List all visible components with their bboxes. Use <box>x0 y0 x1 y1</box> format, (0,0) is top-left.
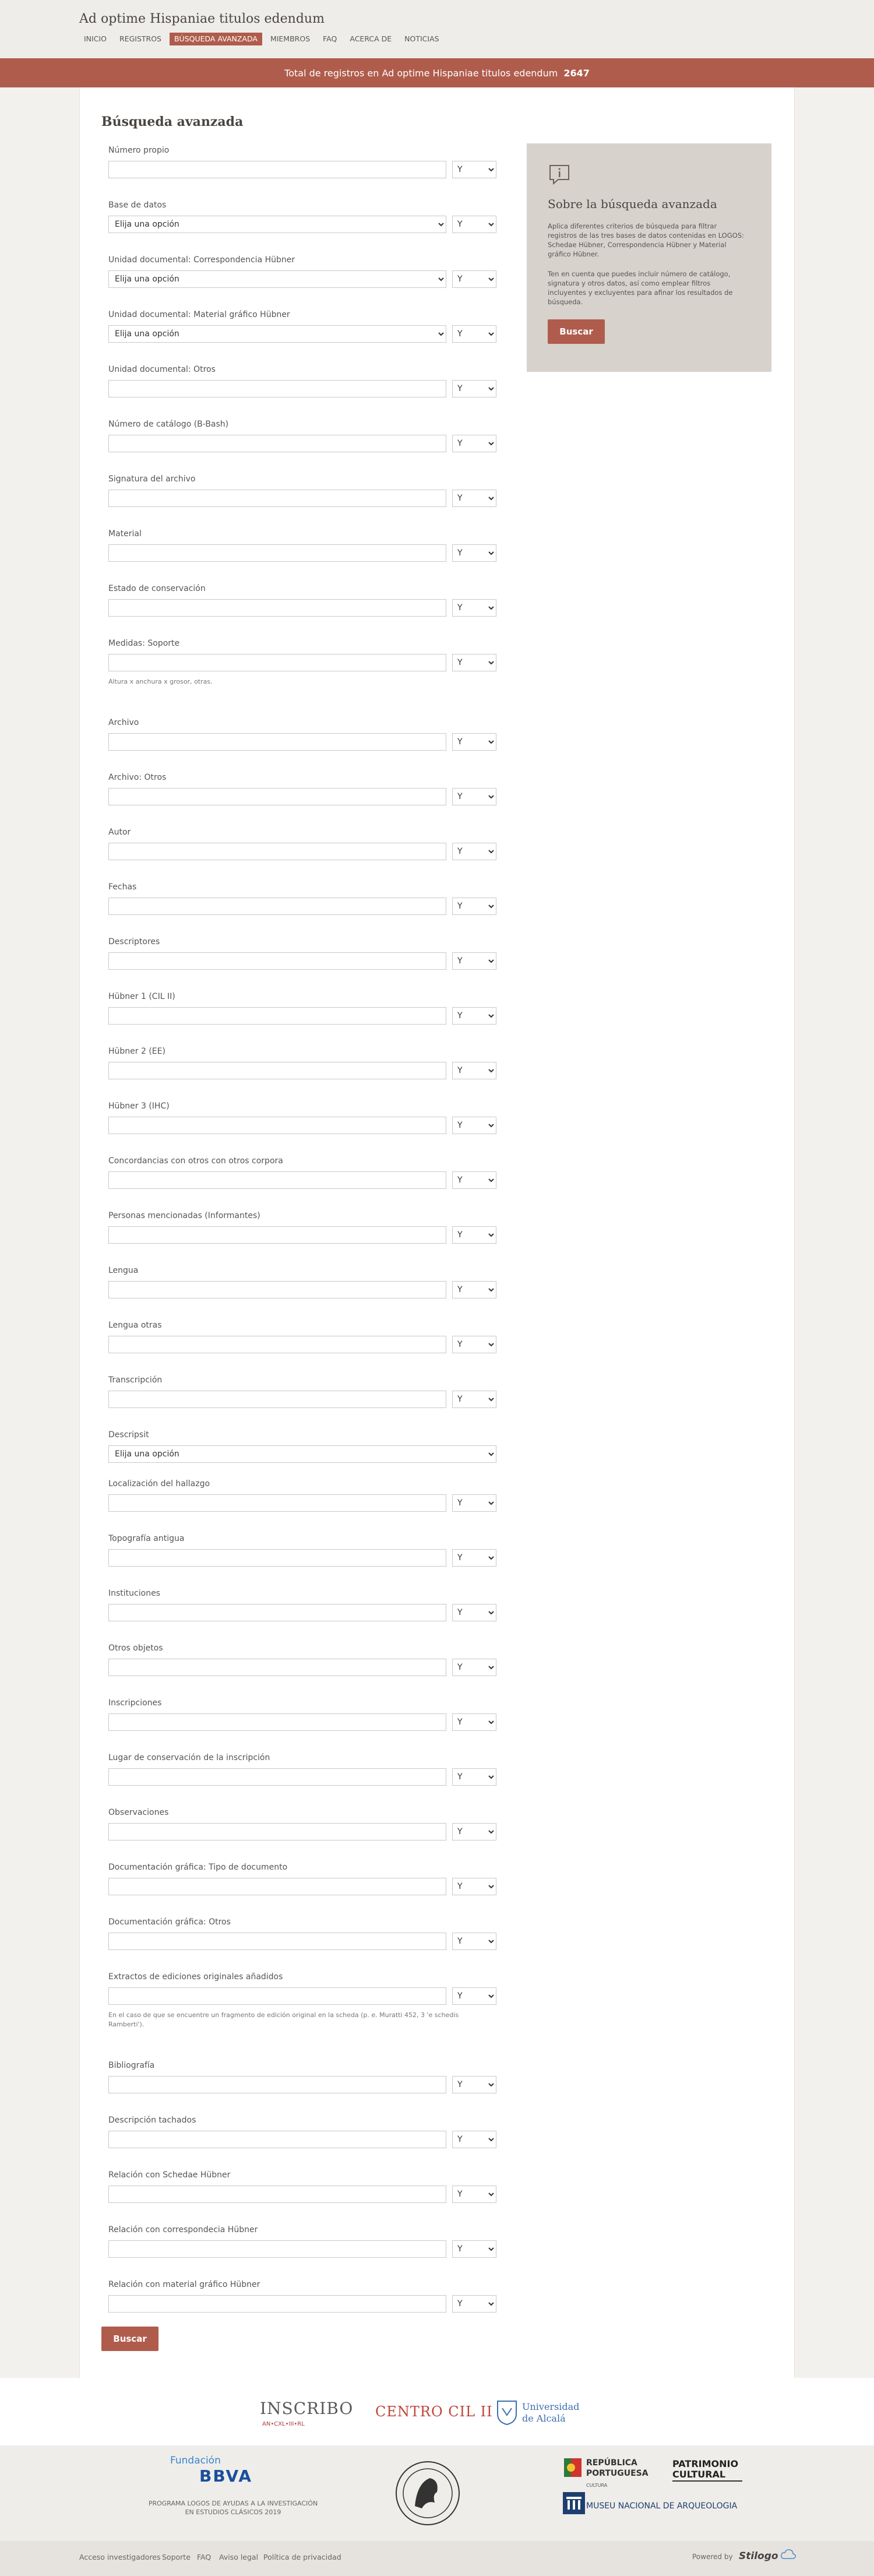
republica-line-2: PORTUGUESA <box>586 2469 649 2478</box>
unidad-documental-otros-input[interactable] <box>108 380 446 397</box>
lengua-operator-select[interactable] <box>452 1281 496 1298</box>
medidas-soporte-label: Medidas: Soporte <box>108 639 180 648</box>
descripsit-label: Descripsit <box>108 1430 149 1440</box>
nav-item-miembros[interactable]: MIEMBROS <box>270 34 311 43</box>
concordancias-con-otros-con-otros-corpora-input[interactable] <box>108 1171 446 1189</box>
descripsit-select[interactable] <box>108 1445 496 1463</box>
documentacion-grafica-tipo-de-documento-input[interactable] <box>108 1878 446 1895</box>
descriptores-label: Descriptores <box>108 937 160 946</box>
hubner-1-cil-ii-operator-select[interactable] <box>452 1007 496 1025</box>
localizacion-del-hallazgo-operator-select[interactable] <box>452 1494 496 1512</box>
autor-label: Autor <box>108 828 131 837</box>
personas-mencionadas-informantes-input[interactable] <box>108 1226 446 1244</box>
transcripcion-label: Transcripción <box>108 1375 163 1385</box>
lengua-label: Lengua <box>108 1266 139 1275</box>
footer-link-soporte[interactable]: Soporte <box>162 2553 191 2561</box>
topografia-antigua-operator-select[interactable] <box>452 1549 496 1567</box>
extractos-de-ediciones-originales-anadidos-help-text: En el caso de que se encuentre un fragmento de edición original en la scheda (p. e. Muratti 452, 3 'e schedis Ramberti'). <box>108 2011 459 2028</box>
footer-link-privacidad[interactable]: Política de privacidad <box>263 2553 341 2561</box>
info-icon <box>548 163 571 186</box>
site-title[interactable]: Ad optime Hispaniae titulos edendum <box>79 12 325 26</box>
localizacion-del-hallazgo-label: Localización del hallazgo <box>108 1479 210 1488</box>
relacion-con-correspondecia-hubner-label: Relación con correspondecia Hübner <box>108 2225 258 2234</box>
documentacion-grafica-otros-operator-select[interactable] <box>452 1933 496 1950</box>
topografia-antigua-label: Topografía antigua <box>108 1534 185 1543</box>
observaciones-input[interactable] <box>108 1823 446 1840</box>
relacion-con-material-grafico-hubner-label: Relación con material gráfico Hübner <box>108 2280 260 2289</box>
inscripciones-operator-select[interactable] <box>452 1713 496 1731</box>
transcripcion-operator-select[interactable] <box>452 1391 496 1408</box>
hubner-2-ee-label: Hübner 2 (EE) <box>108 1047 165 1056</box>
cultura-label: CULTURA <box>586 2483 608 2488</box>
lengua-otras-label: Lengua otras <box>108 1321 162 1330</box>
documentacion-grafica-otros-label: Documentación gráfica: Otros <box>108 1917 231 1927</box>
base-de-datos-operator-select[interactable] <box>452 216 496 233</box>
documentacion-grafica-tipo-de-documento-label: Documentación gráfica: Tipo de documento <box>108 1863 288 1872</box>
signatura-del-archivo-operator-select[interactable] <box>452 490 496 507</box>
hubner-3-ihc-operator-select[interactable] <box>452 1117 496 1134</box>
inscribo-subtitle: AN•CXL•III•RL <box>262 2421 305 2427</box>
archivo-otros-operator-select[interactable] <box>452 788 496 805</box>
numero-propio-operator-select[interactable] <box>452 161 496 178</box>
otros-objetos-operator-select[interactable] <box>452 1659 496 1676</box>
unidad-documental-otros-operator-select[interactable] <box>452 380 496 397</box>
unidad-documental-correspondencia-hubner-select[interactable] <box>108 270 446 288</box>
unidad-documental-material-grafico-hubner-operator-select[interactable] <box>452 325 496 343</box>
estado-de-conservacion-operator-select[interactable] <box>452 599 496 617</box>
about-advanced-search-box <box>527 143 771 372</box>
patrimonio-line-1: PATRIMONIO <box>672 2458 739 2469</box>
inscripciones-label: Inscripciones <box>108 1698 162 1708</box>
page-title: Búsqueda avanzada <box>101 114 244 129</box>
relacion-con-material-grafico-hubner-operator-select[interactable] <box>452 2295 496 2313</box>
autor-input[interactable] <box>108 843 446 860</box>
descripcion-tachados-input[interactable] <box>108 2131 446 2148</box>
powered-by-label: Powered by <box>692 2553 733 2561</box>
lugar-de-conservacion-de-la-inscripcion-label: Lugar de conservación de la inscripción <box>108 1753 270 1762</box>
unidad-documental-material-grafico-hubner-select[interactable] <box>108 325 446 343</box>
numero-de-catalogo-b-bash-input[interactable] <box>108 435 446 452</box>
personas-mencionadas-informantes-label: Personas mencionadas (Informantes) <box>108 1211 260 1220</box>
unidad-documental-otros-label: Unidad documental: Otros <box>108 365 216 374</box>
instituciones-input[interactable] <box>108 1604 446 1621</box>
medidas-soporte-operator-select[interactable] <box>452 654 496 671</box>
extractos-de-ediciones-originales-anadidos-label: Extractos de ediciones originales añadidos <box>108 1972 283 1982</box>
nav-item-faq[interactable]: FAQ <box>323 34 337 43</box>
portugal-emblem-icon <box>563 2457 583 2478</box>
inscribo-logo-text: INSCRIBO <box>260 2399 354 2418</box>
concordancias-con-otros-con-otros-corpora-label: Concordancias con otros con otros corpora <box>108 1156 283 1166</box>
descriptores-input[interactable] <box>108 952 446 970</box>
banner-text: Total de registros en Ad optime Hispaniae titulos edendum <box>284 67 558 79</box>
extractos-de-ediciones-originales-anadidos-input[interactable] <box>108 1987 446 2005</box>
unidad-documental-material-grafico-hubner-label: Unidad documental: Material gráfico Hübner <box>108 310 290 319</box>
patrimonio-underline <box>672 2480 742 2482</box>
programa-logos-text: PROGRAMA LOGOS DE AYUDAS A LA INVESTIGACIÓN EN ESTUDIOS CLÁSICOS 2019 <box>148 2500 318 2516</box>
uah-line-1: Universidad <box>522 2401 580 2412</box>
bibliografia-input[interactable] <box>108 2076 446 2093</box>
relacion-con-material-grafico-hubner-input[interactable] <box>108 2295 446 2313</box>
records-banner <box>0 58 874 87</box>
otros-objetos-input[interactable] <box>108 1659 446 1676</box>
patrimonio-line-2: CULTURAL <box>672 2469 726 2480</box>
museu-nacional-logo[interactable]: MUSEU NACIONAL DE ARQUEOLOGIA <box>586 2501 738 2511</box>
signatura-del-archivo-label: Signatura del archivo <box>108 474 196 484</box>
material-operator-select[interactable] <box>452 544 496 562</box>
descripcion-tachados-operator-select[interactable] <box>452 2131 496 2148</box>
lengua-input[interactable] <box>108 1281 446 1298</box>
autor-operator-select[interactable] <box>452 843 496 860</box>
base-de-datos-select[interactable] <box>108 216 446 233</box>
numero-propio-input[interactable] <box>108 161 446 178</box>
numero-de-catalogo-b-bash-label: Número de catálogo (B-Bash) <box>108 420 229 429</box>
otros-objetos-label: Otros objetos <box>108 1644 163 1653</box>
lengua-otras-operator-select[interactable] <box>452 1336 496 1353</box>
unidad-documental-correspondencia-hubner-label: Unidad documental: Correspondencia Hübner <box>108 255 295 265</box>
sidebar-paragraph-2: Ten en cuenta que puedes incluir número de catálogo, signatura y otros datos, así como emplear filtros incluyentes y excluyentes para afinar los resultados de búsqueda. <box>548 270 733 306</box>
nav-item-registros[interactable]: REGISTROS <box>119 34 161 43</box>
nav-item-noticias[interactable]: NOTICIAS <box>404 34 439 43</box>
topografia-antigua-input[interactable] <box>108 1549 446 1567</box>
footer-link-faq[interactable]: FAQ <box>197 2553 212 2561</box>
footer-link-aviso[interactable]: Aviso legal <box>219 2553 259 2561</box>
unidad-documental-correspondencia-hubner-operator-select[interactable] <box>452 270 496 288</box>
sidebar-search-button[interactable]: Buscar <box>548 319 605 344</box>
archivo-otros-label: Archivo: Otros <box>108 773 167 782</box>
site-header <box>0 0 874 58</box>
lengua-otras-input[interactable] <box>108 1336 446 1353</box>
search-button[interactable]: Buscar <box>101 2327 158 2351</box>
hubner-1-cil-ii-input[interactable] <box>108 1007 446 1025</box>
main-nav <box>79 33 447 45</box>
signatura-del-archivo-input[interactable] <box>108 490 446 507</box>
documentacion-grafica-otros-input[interactable] <box>108 1933 446 1950</box>
bibliografia-operator-select[interactable] <box>452 2076 496 2093</box>
observaciones-label: Observaciones <box>108 1808 169 1817</box>
numero-propio-label: Número propio <box>108 146 170 155</box>
instituciones-operator-select[interactable] <box>452 1604 496 1621</box>
hubner-2-ee-operator-select[interactable] <box>452 1062 496 1079</box>
relacion-con-schedae-hubner-operator-select[interactable] <box>452 2186 496 2203</box>
nav-item-búsqueda-avanzada[interactable]: BÚSQUEDA AVANZADA <box>170 33 262 45</box>
hubner-3-ihc-label: Hübner 3 (IHC) <box>108 1102 170 1111</box>
nav-item-inicio[interactable]: INICIO <box>84 34 107 43</box>
site-footer <box>0 2445 874 2541</box>
instituciones-label: Instituciones <box>108 1589 160 1598</box>
partner-logos <box>0 2378 874 2445</box>
republica-line-1: REPÚBLICA <box>586 2458 637 2468</box>
archivo-label: Archivo <box>108 718 139 727</box>
estado-de-conservacion-label: Estado de conservación <box>108 584 206 593</box>
bottom-bar <box>0 2541 874 2576</box>
estado-de-conservacion-input[interactable] <box>108 599 446 617</box>
fechas-label: Fechas <box>108 882 137 892</box>
descripcion-tachados-label: Descripción tachados <box>108 2116 196 2125</box>
transcripcion-input[interactable] <box>108 1391 446 1408</box>
documentacion-grafica-tipo-de-documento-operator-select[interactable] <box>452 1878 496 1895</box>
personas-mencionadas-informantes-operator-select[interactable] <box>452 1226 496 1244</box>
museu-building-icon <box>563 2492 585 2514</box>
numero-de-catalogo-b-bash-operator-select[interactable] <box>452 435 496 452</box>
footer-link-acceso[interactable]: Acceso investigadores <box>79 2553 161 2561</box>
descriptores-operator-select[interactable] <box>452 952 496 970</box>
inscribo-logo[interactable] <box>260 2399 353 2418</box>
relacion-con-correspondecia-hubner-input[interactable] <box>108 2240 446 2258</box>
archivo-otros-input[interactable] <box>108 788 446 805</box>
sidebar-title: Sobre la búsqueda avanzada <box>548 197 717 211</box>
observaciones-operator-select[interactable] <box>452 1823 496 1840</box>
bibliografia-label: Bibliografía <box>108 2061 155 2070</box>
relacion-con-schedae-hubner-input[interactable] <box>108 2186 446 2203</box>
archivo-input[interactable] <box>108 733 446 751</box>
extractos-de-ediciones-originales-anadidos-operator-select[interactable] <box>452 1987 496 2005</box>
localizacion-del-hallazgo-input[interactable] <box>108 1494 446 1512</box>
medidas-soporte-input[interactable] <box>108 654 446 671</box>
material-input[interactable] <box>108 544 446 562</box>
lugar-de-conservacion-de-la-inscripcion-operator-select[interactable] <box>452 1768 496 1786</box>
inscripciones-input[interactable] <box>108 1713 446 1731</box>
lugar-de-conservacion-de-la-inscripcion-input[interactable] <box>108 1768 446 1786</box>
records-count: 2647 <box>563 67 590 79</box>
stilogo-logo[interactable]: Stilogo <box>739 2550 778 2562</box>
fechas-input[interactable] <box>108 898 446 915</box>
bbva-logo[interactable]: BBVA <box>199 2466 252 2486</box>
hubner-1-cil-ii-label: Hübner 1 (CIL II) <box>108 992 175 1001</box>
relacion-con-correspondecia-hubner-operator-select[interactable] <box>452 2240 496 2258</box>
relacion-con-schedae-hubner-label: Relación con Schedae Hübner <box>108 2170 231 2180</box>
uah-line-2: de Alcalá <box>522 2413 566 2424</box>
fechas-operator-select[interactable] <box>452 898 496 915</box>
archivo-operator-select[interactable] <box>452 733 496 751</box>
nav-item-acerca-de[interactable]: ACERCA DE <box>350 34 392 43</box>
concordancias-con-otros-con-otros-corpora-operator-select[interactable] <box>452 1171 496 1189</box>
fundacion-label: Fundación <box>170 2455 221 2466</box>
centro-cil-logo[interactable]: CENTRO CIL II <box>375 2403 493 2420</box>
medidas-soporte-help-text: Altura x anchura x grosor, otras. <box>108 678 213 685</box>
cloud-icon <box>781 2548 796 2560</box>
logos-seal-icon <box>394 2459 461 2527</box>
uah-shield-icon <box>496 2400 517 2426</box>
hubner-2-ee-input[interactable] <box>108 1062 446 1079</box>
material-label: Material <box>108 529 142 539</box>
sidebar-paragraph-1: Aplica diferentes criterios de búsqueda para filtrar registros de las tres bases de datos contenidas en LOGOS: Schedae Hübner, Correspondencia Hübner y Material gráfico Hübner. <box>548 222 744 258</box>
base-de-datos-label: Base de datos <box>108 200 167 210</box>
hubner-3-ihc-input[interactable] <box>108 1117 446 1134</box>
